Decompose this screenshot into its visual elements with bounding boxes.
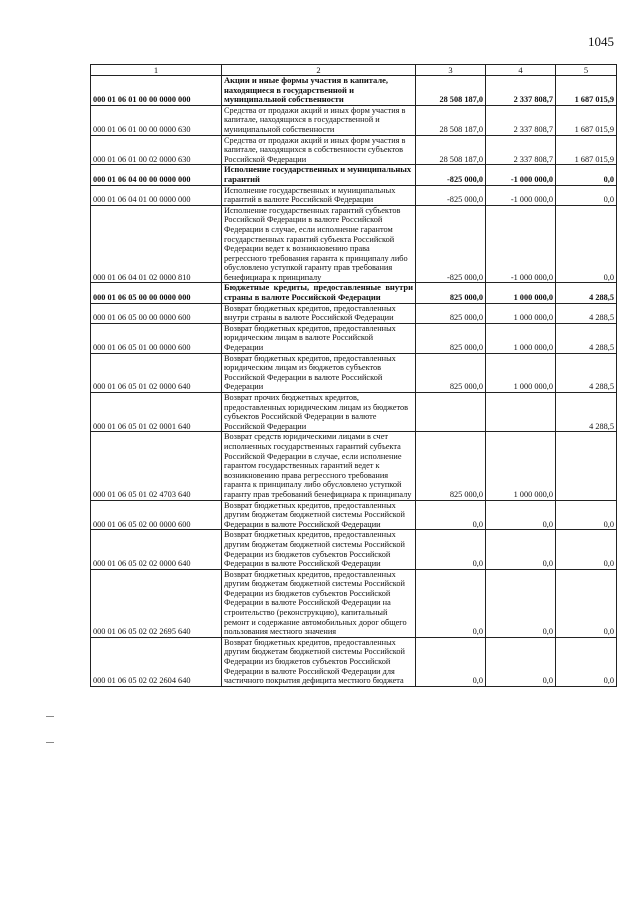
budget-sources-table bbox=[90, 64, 617, 687]
row-code: 000 01 06 05 01 00 0000 600 bbox=[91, 323, 222, 353]
row-name: Возврат средств юридическими лицами в счет исполненных государственных гарантий субъекта Российской Федерации в случае, если исполнение гарантом государственных гарантий ведет к возникновению права регрессного требования гаранта к принципалу либо обусловлено уступкой гаранту прав требований бенефициара к принципалу bbox=[222, 432, 416, 500]
row-value-col5: 4 288,5 bbox=[556, 303, 617, 323]
row-value-col4: 1 000 000,0 bbox=[486, 283, 556, 303]
row-code: 000 01 06 05 01 02 0000 640 bbox=[91, 353, 222, 392]
row-value-col5: 0,0 bbox=[556, 637, 617, 686]
row-value-col4: 1 000 000,0 bbox=[486, 353, 556, 392]
row-code: 000 01 06 01 00 00 0000 000 bbox=[91, 76, 222, 106]
row-value-col5: 0,0 bbox=[556, 165, 617, 185]
row-value-col4: 0,0 bbox=[486, 637, 556, 686]
row-value-col4: 2 337 808,7 bbox=[486, 105, 556, 135]
row-value-col5: 0,0 bbox=[556, 569, 617, 637]
row-value-col5: 4 288,5 bbox=[556, 283, 617, 303]
row-name: Исполнение государственных и муниципальных гарантий в валюте Российской Федерации bbox=[222, 185, 416, 205]
row-code: 000 01 06 05 01 02 4703 640 bbox=[91, 432, 222, 500]
table-row bbox=[91, 569, 617, 637]
row-value-col3: -825 000,0 bbox=[416, 165, 486, 185]
row-name: Исполнение государственных и муниципальных гарантий bbox=[222, 165, 416, 185]
row-value-col3: 825 000,0 bbox=[416, 323, 486, 353]
row-value-col5: 1 687 015,9 bbox=[556, 76, 617, 106]
row-value-col5: 4 288,5 bbox=[556, 323, 617, 353]
row-value-col4: 0,0 bbox=[486, 500, 556, 530]
table-row bbox=[91, 135, 617, 165]
row-name: Акции и иные формы участия в капитале, находящиеся в государственной и муниципальной собственности bbox=[222, 76, 416, 106]
row-value-col5: 0,0 bbox=[556, 185, 617, 205]
row-value-col4: 2 337 808,7 bbox=[486, 76, 556, 106]
row-name: Возврат бюджетных кредитов, предоставленных другим бюджетам бюджетной системы Российской Федерации из бюджетов субъектов Российской Федерации в валюте Российской Федерации bbox=[222, 530, 416, 569]
row-value-col3: -825 000,0 bbox=[416, 185, 486, 205]
row-value-col4: -1 000 000,0 bbox=[486, 205, 556, 283]
row-value-col3: 825 000,0 bbox=[416, 432, 486, 500]
row-code: 000 01 06 05 02 02 2604 640 bbox=[91, 637, 222, 686]
row-value-col4: 2 337 808,7 bbox=[486, 135, 556, 165]
row-name: Возврат бюджетных кредитов, предоставленных другим бюджетам бюджетной системы Российской Федерации из бюджетов субъектов Российской Федерации в валюте Российской Федерации на строительство (реконструкцию), капитальный ремонт и содержание автомобильных дорог общего пользования местного значения bbox=[222, 569, 416, 637]
row-code: 000 01 06 05 00 00 0000 600 bbox=[91, 303, 222, 323]
table-row bbox=[91, 530, 617, 569]
table-row bbox=[91, 105, 617, 135]
table-row bbox=[91, 165, 617, 185]
table-row bbox=[91, 76, 617, 106]
table-row bbox=[91, 205, 617, 283]
row-value-col4: -1 000 000,0 bbox=[486, 185, 556, 205]
header-col-4: 4 bbox=[486, 65, 556, 76]
row-code: 000 01 06 05 02 02 2695 640 bbox=[91, 569, 222, 637]
page-number: 1045 bbox=[588, 34, 614, 49]
row-value-col4: 1 000 000,0 bbox=[486, 432, 556, 500]
header-col-3: 3 bbox=[416, 65, 486, 76]
table-row bbox=[91, 393, 617, 432]
row-value-col4: 1 000 000,0 bbox=[486, 303, 556, 323]
row-value-col3: 825 000,0 bbox=[416, 283, 486, 303]
row-code: 000 01 06 01 00 00 0000 630 bbox=[91, 105, 222, 135]
table-row bbox=[91, 500, 617, 530]
row-value-col5: 4 288,5 bbox=[556, 393, 617, 432]
row-code: 000 01 06 05 01 02 0001 640 bbox=[91, 393, 222, 432]
row-value-col5: 0,0 bbox=[556, 205, 617, 283]
row-value-col4: 0,0 bbox=[486, 530, 556, 569]
row-code: 000 01 06 05 00 00 0000 000 bbox=[91, 283, 222, 303]
row-value-col5 bbox=[556, 432, 617, 500]
row-name: Возврат бюджетных кредитов, предоставленных внутри страны в валюте Российской Федерации bbox=[222, 303, 416, 323]
row-name: Возврат бюджетных кредитов, предоставленных юридическим лицам из бюджетов субъектов Российской Федерации в валюте Российской Федерации bbox=[222, 353, 416, 392]
row-value-col5: 4 288,5 bbox=[556, 353, 617, 392]
row-value-col4: 0,0 bbox=[486, 569, 556, 637]
row-code: 000 01 06 04 01 02 0000 810 bbox=[91, 205, 222, 283]
table-row bbox=[91, 185, 617, 205]
row-value-col3: 0,0 bbox=[416, 637, 486, 686]
row-value-col3: 28 508 187,0 bbox=[416, 135, 486, 165]
table-row bbox=[91, 303, 617, 323]
header-col-1: 1 bbox=[91, 65, 222, 76]
row-value-col3: 0,0 bbox=[416, 569, 486, 637]
row-value-col4: 1 000 000,0 bbox=[486, 323, 556, 353]
row-value-col3: 28 508 187,0 bbox=[416, 105, 486, 135]
row-name: Средства от продажи акций и иных форм участия в капитале, находящихся в государственной и муниципальной собственности bbox=[222, 105, 416, 135]
row-value-col3: 0,0 bbox=[416, 530, 486, 569]
row-value-col3: 28 508 187,0 bbox=[416, 76, 486, 106]
table-row bbox=[91, 432, 617, 500]
table-row bbox=[91, 323, 617, 353]
table-row bbox=[91, 283, 617, 303]
row-code: 000 01 06 04 00 00 0000 000 bbox=[91, 165, 222, 185]
row-value-col4 bbox=[486, 393, 556, 432]
row-name: Возврат прочих бюджетных кредитов, предоставленных юридическим лицам из бюджетов субъектов Российской Федерации в валюте Российской Федерации bbox=[222, 393, 416, 432]
table-body bbox=[91, 76, 617, 687]
row-name: Возврат бюджетных кредитов, предоставленных юридическим лицам в валюте Российской Федерации bbox=[222, 323, 416, 353]
header-col-2: 2 bbox=[222, 65, 416, 76]
table-row bbox=[91, 637, 617, 686]
row-value-col3: 0,0 bbox=[416, 500, 486, 530]
row-value-col3 bbox=[416, 393, 486, 432]
row-value-col5: 0,0 bbox=[556, 530, 617, 569]
row-code: 000 01 06 05 02 00 0000 600 bbox=[91, 500, 222, 530]
row-name: Исполнение государственных гарантий субъектов Российской Федерации в валюте Российской Федерации в случае, если исполнение гарантом государственных гарантий субъекта Российской Федерации ведет к возникновению права регрессного требования гаранта к принципалу либо обусловлено уступкой гаранту прав требования бенефициара к принципалу bbox=[222, 205, 416, 283]
table-row bbox=[91, 353, 617, 392]
row-name: Средства от продажи акций и иных форм участия в капитале, находящихся в собственности субъектов Российской Федерации bbox=[222, 135, 416, 165]
row-value-col5: 1 687 015,9 bbox=[556, 135, 617, 165]
table-header bbox=[91, 65, 617, 76]
row-value-col3: 825 000,0 bbox=[416, 303, 486, 323]
row-code: 000 01 06 05 02 02 0000 640 bbox=[91, 530, 222, 569]
row-value-col5: 0,0 bbox=[556, 500, 617, 530]
row-name: Возврат бюджетных кредитов, предоставленных другим бюджетам бюджетной системы Российской Федерации из бюджетов субъектов Российской Федерации в валюте Российской Федерации для частичного покрытия дефицита местного бюджета bbox=[222, 637, 416, 686]
row-value-col3: 825 000,0 bbox=[416, 353, 486, 392]
row-value-col3: -825 000,0 bbox=[416, 205, 486, 283]
row-name: Возврат бюджетных кредитов, предоставленных другим бюджетам бюджетной системы Российской Федерации в валюте Российской Федерации bbox=[222, 500, 416, 530]
row-code: 000 01 06 01 00 02 0000 630 bbox=[91, 135, 222, 165]
row-name: Бюджетные кредиты, предоставленные внутри страны в валюте Российской Федерации bbox=[222, 283, 416, 303]
row-code: 000 01 06 04 01 00 0000 000 bbox=[91, 185, 222, 205]
row-value-col5: 1 687 015,9 bbox=[556, 105, 617, 135]
row-value-col4: -1 000 000,0 bbox=[486, 165, 556, 185]
header-col-5: 5 bbox=[556, 65, 617, 76]
